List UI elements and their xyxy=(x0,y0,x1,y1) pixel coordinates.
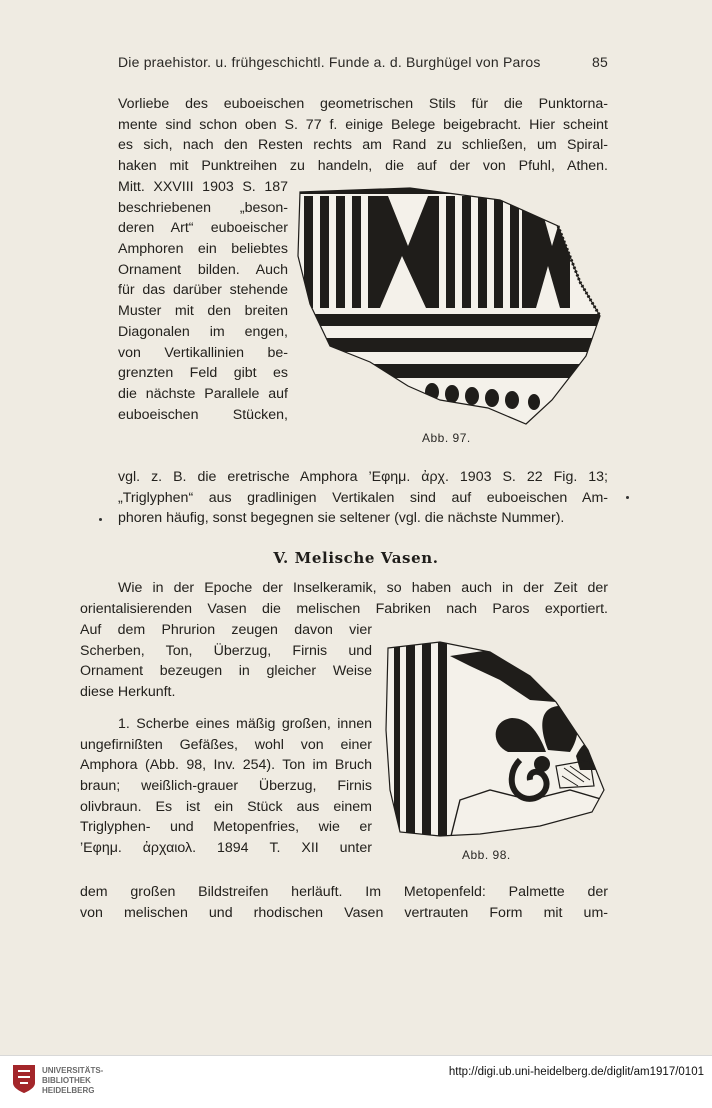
text-line: Amphoren ein beliebtes xyxy=(118,241,288,258)
section-heading: V. Melische Vasen. xyxy=(273,549,439,567)
text-line: dem großen Bildstreifen herläuft. Im Metopenfeld: Palmette der xyxy=(80,884,608,900)
text-line: Muster mit den breiten xyxy=(118,303,288,320)
text-line: euboeischen Stücken, xyxy=(118,406,288,423)
text-line: Wie in der Epoche der Inselkeramik, so haben auch in der Zeit der xyxy=(118,580,608,596)
margin-mark xyxy=(99,518,102,521)
text-line: orientalisierenden Vasen die melischen Fabriken nach Paros exportiert. xyxy=(80,600,608,617)
text-line: die nächste Parallele auf xyxy=(118,385,288,402)
figure-97-caption: Abb. 97. xyxy=(422,431,471,445)
text-line: vgl. z. B. die eretrische Amphora ’Εφημ. ἀρχ. 1903 S. 22 Fig. 13; xyxy=(118,469,608,485)
page-number: 85 xyxy=(592,54,608,70)
margin-mark xyxy=(626,496,629,499)
text-line: 1. Scherbe eines mäßig großen, innen xyxy=(118,716,372,732)
text-line: mente sind schon oben S. 77 f. einige Belege beigebracht. Hier scheint xyxy=(118,116,608,133)
text-line: Ornament bilden. Auch xyxy=(118,261,288,278)
paragraph-3-bottom xyxy=(80,882,608,923)
text-line: Diagonalen im engen, xyxy=(118,323,288,340)
text-line: deren Art“ euboeischer xyxy=(118,220,288,237)
text-line: Vorliebe des euboeischen geometrischen Stils für die Punktorna- xyxy=(118,96,608,112)
text-line: Scherben, Ton, Überzug, Firnis und xyxy=(80,642,372,659)
figure-98-sherd xyxy=(380,640,610,840)
text-line: olivbraun. Es ist ein Stück aus einem xyxy=(80,798,372,815)
permalink-url[interactable]: http://digi.ub.uni-heidelberg.de/diglit/am1917/0101 xyxy=(448,1066,704,1078)
text-line: grenzten Feld gibt es xyxy=(118,365,288,382)
text-line: Triglyphen- und Metopenfries, wie er xyxy=(80,819,372,836)
text-line: ’Εφημ. ἀρχαιολ. 1894 T. XII unter xyxy=(80,840,372,857)
text-line: diese Herkunft. xyxy=(80,684,176,701)
text-line: phoren häufig, sonst begegnen sie seltener (vgl. die nächste Nummer). xyxy=(118,510,565,527)
figure-98-caption: Abb. 98. xyxy=(462,848,511,862)
text-line: Ornament bezeugen in gleicher Weise xyxy=(80,663,372,680)
paragraph-2-top xyxy=(80,578,608,619)
text-line: Mitt. XXVIII 1903 S. 187 xyxy=(118,179,288,195)
text-line: Amphora (Abb. 98, Inv. 254). Ton im Bruch xyxy=(80,757,372,774)
text-line: haken mit Punktreihen zu handeln, die auf der von Pfuhl, Athen. xyxy=(118,158,608,175)
viewer-footer xyxy=(0,1055,712,1108)
paragraph-1-bottom xyxy=(118,467,608,529)
text-line: für das darüber stehende xyxy=(118,282,288,299)
paragraph-1-top xyxy=(118,94,608,177)
text-line: von Vertikallinien be- xyxy=(118,344,288,361)
paragraph-2-wrap xyxy=(80,620,372,703)
library-name-line: UNIVERSITÄTS- xyxy=(42,1066,104,1075)
university-seal-icon[interactable] xyxy=(10,1063,38,1095)
library-name-line: HEIDELBERG xyxy=(42,1086,95,1095)
text-line: es sich, nach den Resten rechts am Rand zu schließen, um Spiral- xyxy=(118,137,608,154)
running-title: Die praehistor. u. frühgeschichtl. Funde a. d. Burghügel von Paros xyxy=(118,54,541,70)
text-line: „Triglyphen“ aus gradlinigen Vertikalen sind auf euboeischen Am- xyxy=(118,489,608,506)
paragraph-1-wrap xyxy=(118,177,288,425)
library-name[interactable] xyxy=(42,1066,103,1096)
running-header xyxy=(118,54,608,70)
text-line: beschriebenen „beson- xyxy=(118,199,288,216)
text-line: Auf dem Phrurion zeugen davon vier xyxy=(80,622,372,638)
paragraph-3-wrap xyxy=(80,714,372,859)
text-line: von melischen und rhodischen Vasen vertrauten Form mit um- xyxy=(80,904,608,921)
text-line: ungefirnißten Gefäßes, wohl von einer xyxy=(80,736,372,753)
library-name-line: BIBLIOTHEK xyxy=(42,1076,91,1085)
figure-97-sherd xyxy=(290,186,610,436)
text-line: braun; weißlich-grauer Überzug, Firnis xyxy=(80,778,372,795)
